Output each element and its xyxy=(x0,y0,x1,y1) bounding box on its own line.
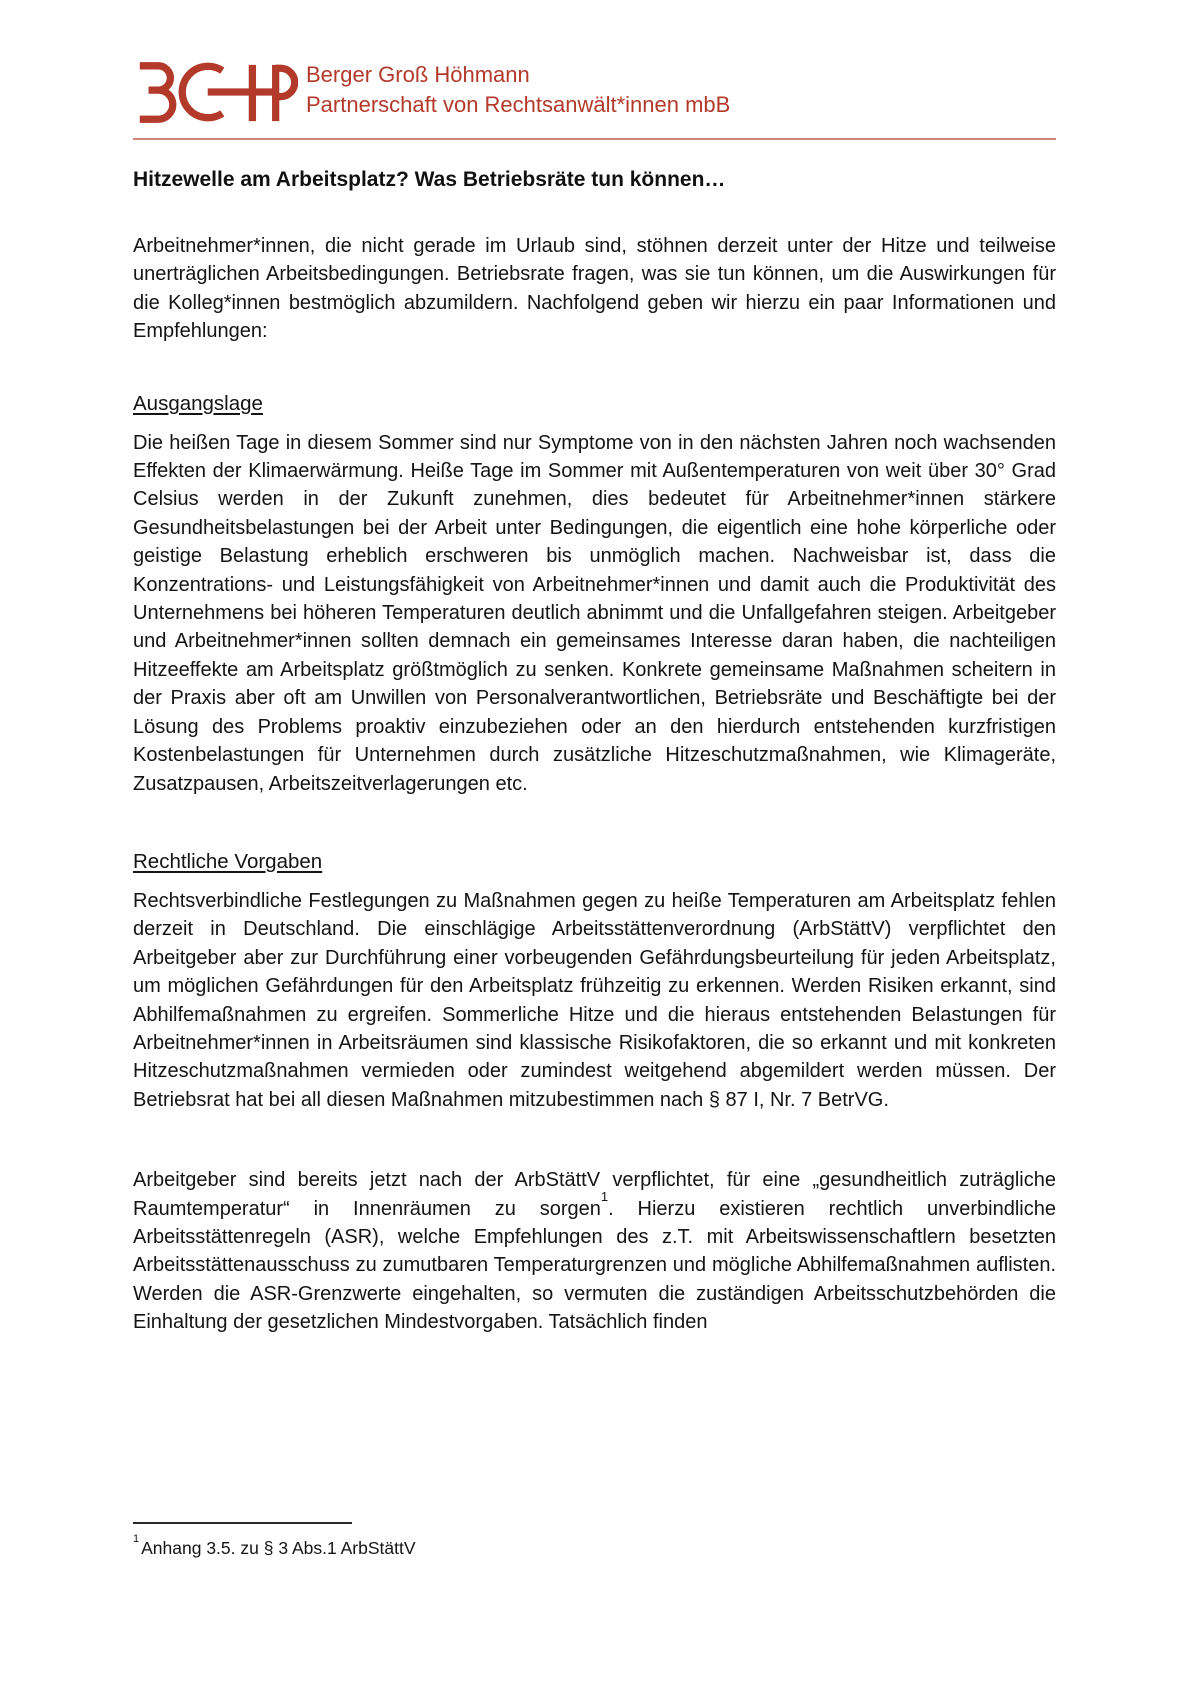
footnote-area xyxy=(133,1522,416,1560)
footnote-marker: 1 xyxy=(133,1533,140,1545)
section-paragraph-rechtliche-vorgaben: Rechtsverbindliche Festlegungen zu Maßnahmen gegen zu heiße Temperaturen am Arbeitsplatz fehlen derzeit in Deutschland. Die einschlägige Arbeitsstättenverordnung (ArbStättV) verpflichtet den Arbeitgeber aber zur Durchführung einer vorbeugenden Gefährdungsbeurteilung für jeden Arbeitsplatz, um möglichen Gefährdungen für den Arbeitsplatz frühzeitig zu erkennen. Werden Risiken erkannt, sind Abhilfemaßnahmen zu ergreifen. Sommerliche Hitze und die hieraus entstehenden Belastungen für Arbeitnehmer*innen in Arbeitsräumen sind klassische Risikofaktoren, die so erkannt und mit konkreten Hitzeschutzmaßnahmen vermieden oder zumindest weitgehend abgemildert werden müssen. Der Betriebsrat hat bei all diesen Maßnahmen mitzubestimmen nach § 87 I, Nr. 7 BetrVG. xyxy=(133,889,1056,1111)
paragraph-asr-raumtemperatur xyxy=(133,1166,1056,1336)
header-rule xyxy=(133,138,1056,140)
letterhead xyxy=(133,56,1056,130)
document-title: Hitzewelle am Arbeitsplatz? Was Betriebsräte tun können… xyxy=(133,168,726,191)
section-heading-ausgangslage: Ausgangslage xyxy=(133,391,263,415)
intro-paragraph: Arbeitnehmer*innen, die nicht gerade im Urlaub sind, stöhnen derzeit unter der Hitze und teilweise unerträglichen Arbeitsbedingungen. Betriebsrate fragen, was sie tun können, um die Auswirkungen für die Kolleg*innen bestmöglich abzumildern. Nachfolgend geben wir hierzu ein paar Informationen und Empfehlungen: xyxy=(133,235,1056,343)
firm-subtitle: Partnerschaft von Rechtsanwält*innen mbB xyxy=(306,91,731,117)
section-heading-rechtliche-vorgaben: Rechtliche Vorgaben xyxy=(133,849,323,873)
footnote-separator xyxy=(133,1522,352,1524)
firm-identity xyxy=(306,56,730,119)
section-paragraph-ausgangslage: Die heißen Tage in diesem Sommer sind nur Symptome von in den nächsten Jahren noch wachsenden Effekten der Klimaerwärmung. Heiße Tage im Sommer mit Außentemperaturen von weit über 30° Grad Celsius werden in der Zukunft zunehmen, dies bedeutet für Arbeitnehmer*innen stärkere Gesundheitsbelastungen bei der Arbeit unter Bedingungen, die eigentlich eine hohe körperliche oder geistige Belastung erheblich erschweren bis unmöglich machen. Nachweisbar ist, dass die Konzentrations- und Leistungsfähigkeit von Arbeitnehmer*innen und damit auch die Produktivität des Unternehmens bei höheren Temperaturen deutlich abnimmt und die Unfallgefahren steigen. Arbeitgeber und Arbeitnehmer*innen sollten demnach ein gemeinsames Interesse daran haben, die nachteiligen Hitzeeffekte am Arbeitsplatz größtmöglich zu senken. Konkrete gemeinsame Maßnahmen scheitern in der Praxis aber oft am Unwillen von Personalverantwortlichen, Betriebsräte und Beschäftigte bei der Lösung des Problems proaktiv einzubeziehen oder an den hierdurch entstehenden kurzfristigen Kostenbelastungen für Unternehmen durch zusätzliche Hitzeschutzmaßnahmen, wie Klimageräte, Zusatzpausen, Arbeitszeitverlagerungen etc. xyxy=(133,431,1056,795)
paragraph-text-after-footnote: . Hierzu existieren rechtlich unverbindliche Arbeitsstättenregeln (ASR), welche Empfehlungen des z.T. mit Arbeitswissenschaftlern besetzten Arbeitsstättenausschuss zu zumutbaren Temperaturgrenzen und mögliche Abhilfemaßnahmen auflisten. Werden die ASR-Grenzwerte eingehalten, so vermuten die zuständigen Arbeitsschutzbehörden die Einhaltung der gesetzlichen Mindestvorgaben. Tatsächlich finden xyxy=(133,1197,1056,1334)
firm-name: Berger Groß Höhmann xyxy=(306,62,530,87)
footnote-reference: 1 xyxy=(600,1188,609,1204)
footnote xyxy=(133,1532,416,1560)
bghp-logo xyxy=(133,56,298,130)
paragraph-text-before-footnote: Arbeitgeber sind bereits jetzt nach der ArbStättV verpflichtet, für eine „gesundheitlich zuträgliche Raumtemperatur“ in Innenräumen zu sorgen xyxy=(133,1169,1056,1220)
footnote-text: Anhang 3.5. zu § 3 Abs.1 ArbStättV xyxy=(141,1537,416,1558)
